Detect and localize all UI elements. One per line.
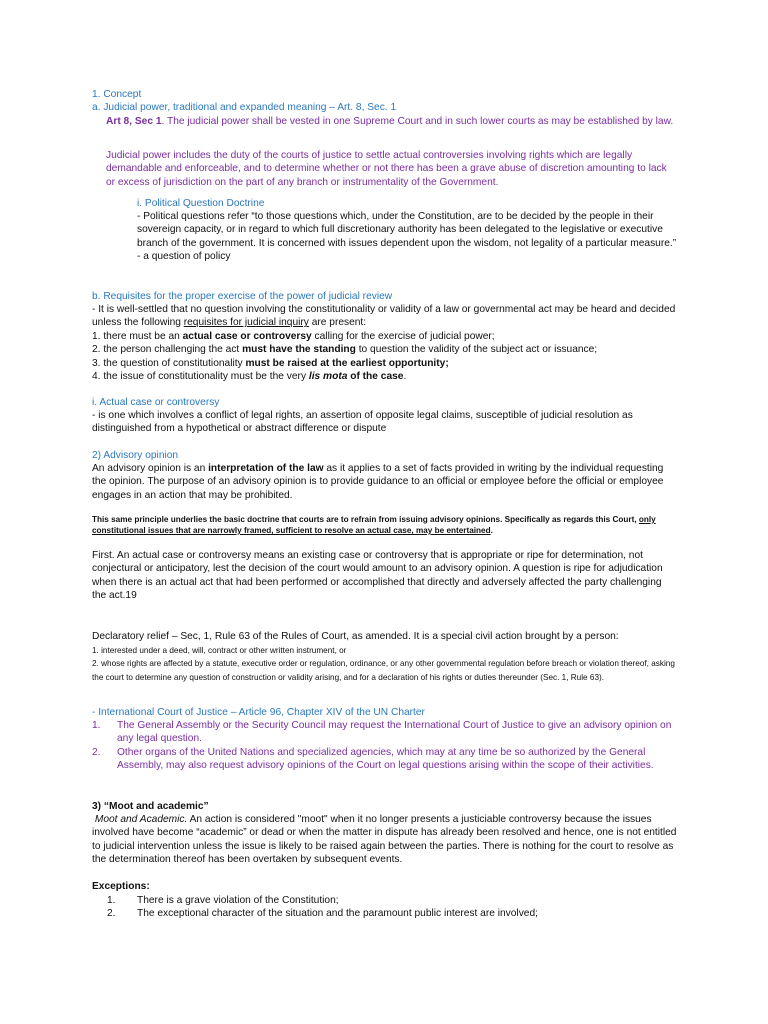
icj-item-2: 2. Other organs of the United Nations and specialized agencies, which may at any time be so authorized by the General Assembly, may also request advisory opinions of the Court on legal questions arising within the scope of their activities. [92,747,654,772]
requisites-intro: - It is well-settled that no question involving the constitutionality or validity of a law or governmental act may be heard and decided unless the following requisites for judicial inquiry are present: [92,304,676,329]
moot-heading: 3) “Moot and academic” [92,801,209,812]
art-reference: Art 8, Sec 1 [106,116,162,127]
subheading-judicial-power: a. Judicial power, traditional and expanded meaning – Art. 8, Sec. 1 [92,102,397,114]
icj-heading: - International Court of Justice – Article 96, Chapter XIV of the UN Charter [92,707,425,718]
declaratory-intro: Declaratory relief – Sec, 1, Rule 63 of the Rules of Court, as amended. It is a special civil action brought by a person: [92,631,619,642]
list-item: 4. the issue of constitutionality must be the very lis mota of the case. [92,371,407,383]
exceptions-heading: Exceptions: [92,881,150,892]
icj-item-1: 1. The General Assembly or the Security Council may request the International Court of Justice to give an advisory opinion on any legal question. [92,720,672,745]
declaratory-items [92,644,677,684]
exception-item-2: 2. The exceptional character of the situation and the paramount public interest are involved; [107,908,538,919]
requisites-heading: b. Requisites for the proper exercise of the power of judicial review [92,291,393,302]
actual-case-heading: i. Actual case or controversy [92,397,220,408]
list-item: 3. the question of constitutionality must be raised at the earliest opportunity; [92,357,449,369]
requisites-list [92,330,677,384]
exception-item-1: 1. There is a grave violation of the Constitution; [107,895,339,906]
first-paragraph: First. An actual case or controversy means an existing case or controversy that is appropriate or ripe for determination, not conjectural or anticipatory, lest the decision of the court would amount to an advisory opinion. A question is ripe for adjudication when there is an actual act that had been performed or accomplished that directly and adversely affected the party challenging the act.19 [92,550,663,602]
advisory-heading: 2) Advisory opinion [92,450,179,461]
list-item: 1. interested under a deed, will, contract or other written instrument, or [92,646,347,655]
advisory-paragraph: An advisory opinion is an interpretation of the law as it applies to a set of facts provided in writing by the individual requesting the opinion. The purpose of an advisory opinion is to provide guidance to an official or employee before the official or employee engages in an action that may be prohibited. [92,463,664,501]
list-item: 2. whose rights are affected by a statute, executive order or regulation, ordinance, or any other governmental regulation before breach or violation thereof, asking the court to determine any question of construction or validity arising, and for a declaration of his rights or duties thereunder (Sec. 1, Rule 63). [92,659,675,682]
list-item: 2. the person challenging the act must have the standing to question the validity of the subject act or issuance; [92,344,598,356]
moot-paragraph: Moot and Academic. An action is considered "moot" when it no longer presents a justiciable controversy because the issues involved have become “academic” or dead or when the matter in dispute has already been resolved and hence, one is not entitled to judicial intervention unless the issue is likely to be raised again between the parties. There is nothing for the court to resolve as the determination thereof has been overtaken by subsequent events. [92,814,677,866]
section-heading-concept: 1. Concept a. Judicial power, traditional and expanded meaning – Art. 8, Sec. 1 [92,88,677,115]
judicial-power-paragraph: Judicial power includes the duty of the courts of justice to settle actual controversies involving rights which are legally demandable and enforceable, and to determine whether or not there has been a grave abuse of discretion amounting to lack or excess of jurisdiction on the part of any branch or instrumentality of the Government. [106,150,667,188]
art-8-text: Art 8, Sec 1. The judicial power shall be vested in one Supreme Court and in such lower courts as may be established by law. [106,116,674,127]
list-item: 1. there must be an actual case or controversy calling for the exercise of judicial power; [92,331,495,342]
pqd-paragraph: - Political questions refer “to those questions which, under the Constitution, are to be decided by the people in their sovereign capacity, or in regard to which full discretionary authority has been delegated to the legislative or executive branch of the government. It is concerned with issues dependent upon the wisdom, not legality of a particular measure.” - a question of policy [137,211,677,263]
pqd-heading: i. Political Question Doctrine [137,198,265,209]
actual-case-paragraph: - is one which involves a conflict of legal rights, an assertion of opposite legal claims, susceptible of judicial resolution as distinguished from a hypothetical or abstract difference or dispute [92,410,633,435]
pqd-policy: - a question of policy [137,251,231,263]
advisory-doctrine-note: This same principle underlies the basic doctrine that courts are to refrain from issuing advisory opinions. Specifically as regards this Court, only constitutional issues that are narrowly framed, sufficient to resolve an actual case, may be entertained. [92,515,656,535]
